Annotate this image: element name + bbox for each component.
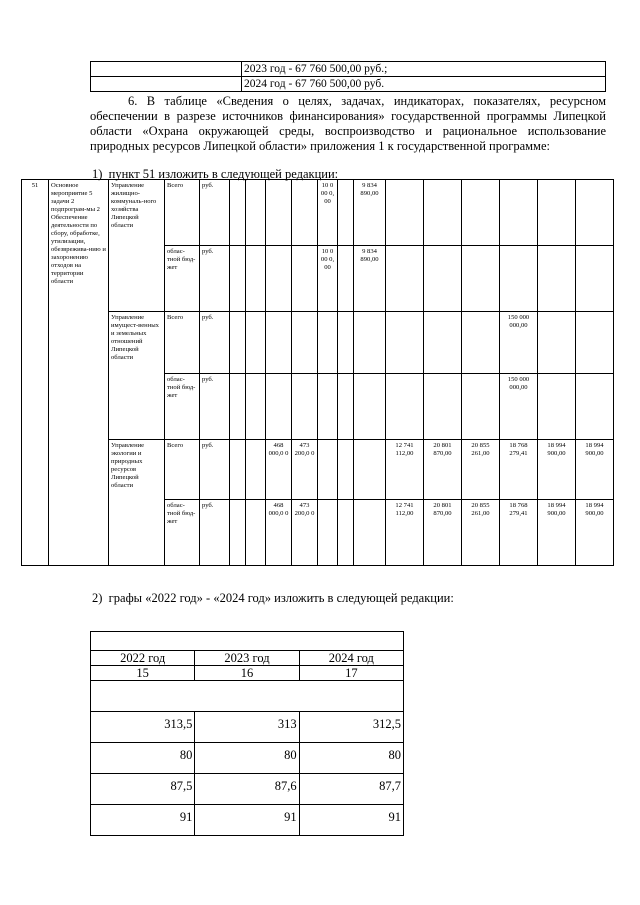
value-cell [246, 440, 266, 500]
value-cell: 20 801 870,00 [424, 500, 462, 566]
value-cell: 80 [299, 743, 403, 774]
activity-name-cell: Основное мероприятие 5 задачи 2 подпрограм-мы 2 Обеспечение деятельности по сбору, обработке, утилизации, обезврежива-нию и захоронению отходов на территории области [49, 180, 109, 566]
list-item-2: 2) графы «2022 год» - «2024 год» изложить в следующей редакции: [92, 591, 454, 605]
value-cell [462, 180, 500, 246]
header-cell: 2023 год [195, 651, 299, 666]
value-cell: 87,7 [299, 774, 403, 805]
unit-cell: руб. [200, 440, 230, 500]
value-cell [500, 246, 538, 312]
value-cell [354, 312, 386, 374]
column-number-cell: 17 [299, 666, 403, 681]
unit-cell: руб. [200, 180, 230, 246]
value-cell [576, 246, 614, 312]
value-cell [230, 312, 246, 374]
value-cell: 91 [299, 805, 403, 836]
value-cell: 12 741 112,00 [386, 500, 424, 566]
value-cell: 10 0 00 0, 00 [318, 246, 338, 312]
value-cell [354, 500, 386, 566]
value-cell [538, 180, 576, 246]
value-cell [538, 246, 576, 312]
source-cell: облас-тной бюд-жет [165, 500, 200, 566]
value-cell: 468 000,0 0 [266, 440, 292, 500]
value-cell [338, 440, 354, 500]
value-cell: 18 994 900,00 [538, 500, 576, 566]
value-cell: 80 [195, 743, 299, 774]
value-cell [266, 312, 292, 374]
item-51-table [21, 179, 634, 566]
table-row [22, 312, 634, 374]
value-cell [386, 180, 424, 246]
column-number-cell: 16 [195, 666, 299, 681]
table-header-row [91, 666, 404, 681]
value-cell [338, 246, 354, 312]
table-row [91, 805, 404, 836]
value-cell: 150 000 000,00 [500, 374, 538, 440]
value-cell [292, 246, 318, 312]
value-cell [230, 374, 246, 440]
value-cell: 468 000,0 0 [266, 500, 292, 566]
table-cell [91, 632, 404, 651]
value-cell [292, 374, 318, 440]
table-cell [91, 62, 242, 77]
table-row [22, 180, 634, 246]
unit-cell: руб. [200, 500, 230, 566]
value-cell: 87,6 [195, 774, 299, 805]
value-cell [538, 312, 576, 374]
value-cell: 80 [91, 743, 195, 774]
value-cell [246, 246, 266, 312]
executor-cell: Управление жилищно-коммуналь-ного хозяйства Липецкой области [109, 180, 165, 312]
value-cell [318, 500, 338, 566]
column-number-cell: 15 [91, 666, 195, 681]
table-row [91, 62, 606, 77]
value-cell [338, 180, 354, 246]
value-cell [500, 180, 538, 246]
value-cell [462, 312, 500, 374]
executor-cell: Управление экологии и природных ресурсов Липецкой области [109, 440, 165, 566]
value-cell [230, 246, 246, 312]
value-cell: 313 [195, 712, 299, 743]
table-row [22, 440, 634, 500]
value-cell [230, 500, 246, 566]
source-cell: Всего [165, 440, 200, 500]
header-cell: 2022 год [91, 651, 195, 666]
value-cell [318, 374, 338, 440]
value-cell [576, 374, 614, 440]
value-cell [266, 246, 292, 312]
unit-cell: руб. [200, 374, 230, 440]
value-cell [576, 180, 614, 246]
table-header-row [91, 651, 404, 666]
value-cell [230, 440, 246, 500]
value-cell [538, 374, 576, 440]
table-cell: 2023 год - 67 760 500,00 руб.; [242, 62, 606, 77]
paragraph-6: 6. В таблице «Сведения о целях, задачах, индикаторах, показателях, ресурсном обеспечении в разрезе источников финансирования» государственной программы Липецкой области «Охрана окружающей среды, воспроизводство и рациональное использование природных ресурсов Липецкой области» приложения 1 к государственной программе: [90, 94, 606, 153]
table-row [91, 712, 404, 743]
table-row [91, 774, 404, 805]
value-cell: 18 768 279,41 [500, 440, 538, 500]
value-cell [246, 180, 266, 246]
value-cell: 18 994 900,00 [538, 440, 576, 500]
value-cell: 91 [91, 805, 195, 836]
years-table [90, 631, 404, 836]
value-cell [338, 500, 354, 566]
value-cell [318, 312, 338, 374]
value-cell: 18 994 900,00 [576, 440, 614, 500]
source-cell: Всего [165, 312, 200, 374]
value-cell [462, 246, 500, 312]
value-cell [386, 374, 424, 440]
value-cell [246, 374, 266, 440]
value-cell: 9 834 890,00 [354, 180, 386, 246]
unit-cell: руб. [200, 312, 230, 374]
list-item-1: 1) пункт 51 изложить в следующей редакции: [92, 167, 339, 181]
table-cell [91, 77, 242, 92]
table-row [91, 681, 404, 712]
value-cell [386, 312, 424, 374]
value-cell: 10 0 00 0, 00 [318, 180, 338, 246]
value-cell [292, 180, 318, 246]
value-cell: 20 801 870,00 [424, 440, 462, 500]
table-cell: 2024 год - 67 760 500,00 руб. [242, 77, 606, 92]
table-row [91, 743, 404, 774]
value-cell [292, 312, 318, 374]
value-cell [354, 374, 386, 440]
source-cell: облас-тной бюд-жет [165, 374, 200, 440]
value-cell: 473 200,0 0 [292, 500, 318, 566]
value-cell [338, 312, 354, 374]
value-cell [424, 246, 462, 312]
value-cell [386, 246, 424, 312]
value-cell: 12 741 112,00 [386, 440, 424, 500]
header-cell: 2024 год [299, 651, 403, 666]
value-cell [354, 440, 386, 500]
value-cell: 20 855 261,00 [462, 500, 500, 566]
value-cell: 18 768 279,41 [500, 500, 538, 566]
item-number-cell: 51 [22, 180, 49, 566]
value-cell [318, 440, 338, 500]
value-cell [266, 374, 292, 440]
value-cell: 20 855 261,00 [462, 440, 500, 500]
value-cell: 150 000 000,00 [500, 312, 538, 374]
value-cell: 91 [195, 805, 299, 836]
value-cell [246, 500, 266, 566]
value-cell: 18 994 900,00 [576, 500, 614, 566]
source-cell: облас-тной бюд-жет [165, 246, 200, 312]
value-cell [424, 374, 462, 440]
unit-cell: руб. [200, 246, 230, 312]
value-cell [230, 180, 246, 246]
value-cell [462, 374, 500, 440]
table-row [91, 77, 606, 92]
executor-cell: Управление имущест-венных и земельных отношений Липецкой области [109, 312, 165, 440]
value-cell [266, 180, 292, 246]
table-row [91, 632, 404, 651]
value-cell [338, 374, 354, 440]
value-cell: 9 834 890,00 [354, 246, 386, 312]
value-cell: 87,5 [91, 774, 195, 805]
value-cell [246, 312, 266, 374]
table-cell [91, 681, 404, 712]
top-fragment-table [90, 61, 606, 92]
value-cell [576, 312, 614, 374]
value-cell [424, 312, 462, 374]
value-cell [424, 180, 462, 246]
value-cell: 312,5 [299, 712, 403, 743]
source-cell: Всего [165, 180, 200, 246]
value-cell: 473 200,0 0 [292, 440, 318, 500]
value-cell: 313,5 [91, 712, 195, 743]
